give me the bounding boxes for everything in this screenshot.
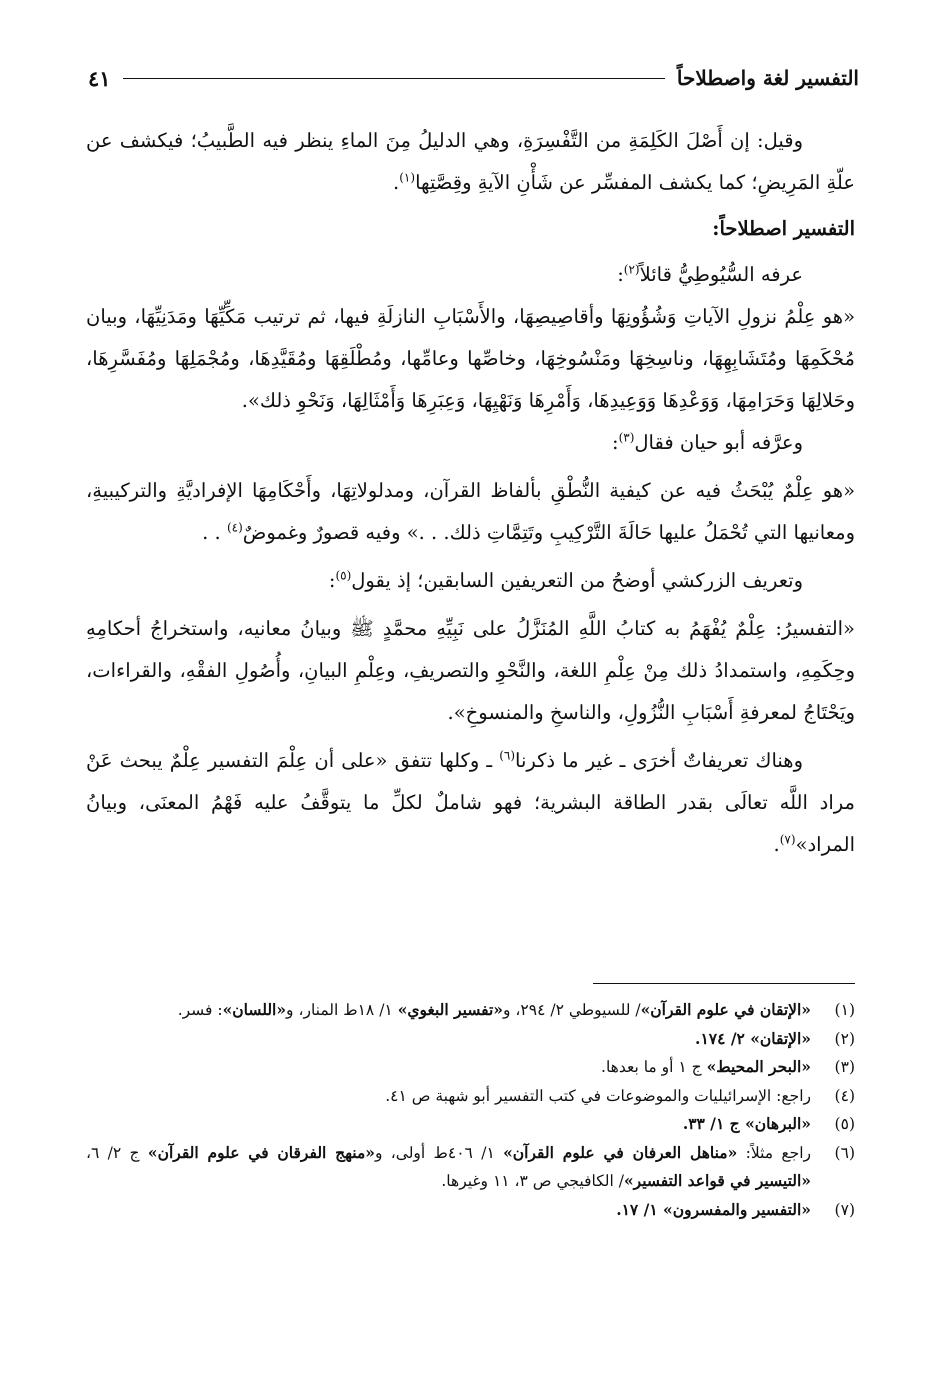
footnote-item bbox=[86, 1053, 855, 1082]
page-number: ٤١ bbox=[88, 65, 111, 91]
footnote-text-run: ١/ ٤٠٦ط أولى، و bbox=[374, 1143, 504, 1162]
paragraph-3: وعرَّفه أبو حيان فقال$^{(٣)}$: bbox=[611, 430, 803, 454]
quote-zarkashi: «التفسيرُ: عِلْمٌ يُفْهَمُ به كتابُ اللَّهِ المُنَزَّلُ على نَبِيِّهِ محمَّدٍ ﷺ وبيانُ معانيه، واستخراجُ أحكامِهِ وحِكَمِهِ، واستمدادُ ذلك مِنْ عِلْمِ اللغة، والنَّحْوِ والتصريفِ، وعِلْمِ البيانِ، وأُصُولِ الفقْهِ، والقراءات، ويَحْتَاجُ لمعرفةِ أَسْبَابِ النُّزُولِ، والناسخِ والمنسوخِ». bbox=[86, 617, 855, 724]
footnote-item bbox=[86, 996, 855, 1025]
footnote-text bbox=[86, 1053, 811, 1082]
footnote-text bbox=[86, 1082, 811, 1111]
footnote-number: (٧) bbox=[834, 1200, 855, 1219]
footnote-source-title: «مناهل العرفان في علوم القرآن» bbox=[503, 1142, 738, 1162]
footnote-text-run: ج ١ أو ما بعدها. bbox=[601, 1058, 707, 1076]
footnote-number: (٢) bbox=[834, 1029, 855, 1048]
header-title: التفسير لغة واصطلاحاً bbox=[676, 66, 859, 90]
footnote-number: (١) bbox=[834, 1001, 855, 1019]
footnote-number: (٤) bbox=[834, 1086, 855, 1105]
header-rule bbox=[123, 78, 665, 79]
footnote-ref: (٦) bbox=[499, 748, 516, 763]
paragraph-5: وهناك تعريفاتٌ أخرَى ـ غير ما ذكرنا$^{(٦)}$ ـ وكلها تتفق «على أن عِلْمَ التفسير عِلْمٌ يبحث عَنْ مراد اللَّه تعالَى بقدر الطاقة البشرية؛ فهو شاملٌ لكلِّ ما يتوقَّفُ عليه فَهْمُ المعنَى، وبيانُ المراد»$^{(٧)}$. bbox=[86, 748, 855, 856]
footnote-text-run: / الكافيجي ص ٣، ١١ وغيرها. bbox=[441, 1172, 624, 1190]
footnote-number: (٣) bbox=[834, 1058, 855, 1076]
running-header bbox=[88, 60, 859, 96]
footnote-source-title: «اللسان» bbox=[222, 1000, 287, 1019]
footnote-item bbox=[86, 1110, 855, 1139]
paragraph-4: وتعريف الزركشي أوضحُ من التعريفين السابقين؛ إذ يقول$^{(٥)}$: bbox=[328, 568, 803, 592]
footnote-ref: (٢) bbox=[623, 262, 640, 277]
quote-suyuti: «هو عِلْمُ نزولِ الآياتِ وَشُؤُونِهَا وأقاصِيصِهَا، والأَسْبَابِ النازلَةِ فيها، ثم ترتيب مَكِّيِّهَا ومَدَنِيِّهَا، وبيان مُحْكَمِهَا ومُتَشَابِهِهَا، وناسِخِهَا ومَنْسُوخِهَا، وخاصِّها وعامِّها، ومُطْلَقِهَا ومُقَيَّدِهَا، ومُجْمَلِهَا ومُفَسَّرِهَا، وحَلالِهَا وَحَرَامِهَا، وَوَعْدِهَا وَوَعِيدِهَا، وَأَمْرِهَا وَنَهْيِهَا، وَعِبَرِهَا وَأَمْثَالِهَا، وَنَحْوِ ذلك». bbox=[86, 305, 855, 412]
footnote-text-run: راجع مثلاً: bbox=[737, 1143, 812, 1162]
section-heading: التفسير اصطلاحاً: bbox=[712, 217, 855, 240]
footnote-text-run: ج ٢/ ٦، bbox=[86, 1143, 148, 1162]
paragraph-1: وقيل: إن أَصْلَ الكَلِمَةِ من التَّفْسِرَةِ، وهي الدليلُ مِنَ الماءِ ينظر فيه الطَّبيبُ؛ فيكشف عن علّةِ المَرِيضِ؛ كما يكشف المفسِّر عن شَأْنِ الآيةِ وقِصَّتِها$^{(١)}$. bbox=[86, 129, 855, 194]
footnote-ref: (٣) bbox=[618, 430, 635, 445]
footnote-text bbox=[86, 1139, 811, 1196]
footnote-source-title: «التيسير في قواعد التفسير» bbox=[623, 1171, 811, 1190]
footnote-number: (٥) bbox=[834, 1115, 855, 1133]
footnote-text bbox=[86, 1110, 811, 1139]
footnote-number: (٦) bbox=[834, 1143, 855, 1162]
footnote-text-run: راجع: الإسرائيليات والموضوعات في كتب التفسير أبو شهبة ص ٤١. bbox=[385, 1086, 811, 1105]
footnote-source-title: «الإتقان في علوم القرآن» bbox=[640, 1000, 811, 1019]
footnote-source-title: «البحر المحيط» bbox=[706, 1057, 811, 1076]
footnote-source-title: «منهج الفرقان في علوم القرآن» bbox=[147, 1142, 375, 1162]
footnote-text bbox=[86, 1196, 811, 1225]
footnote-text bbox=[86, 996, 811, 1025]
footnotes bbox=[86, 996, 855, 1224]
footnote-item bbox=[86, 1139, 855, 1196]
footnote-item bbox=[86, 1025, 855, 1054]
footnote-separator bbox=[593, 983, 855, 984]
footnote-source-title: «تفسير البغوي» bbox=[397, 1000, 503, 1019]
quote-abu-hayyan: «هو عِلْمٌ يُبْحَثُ فيه عن كيفية النُّطْقِ بألفاظ القرآن، ومدلولاتِهَا، وأَحْكَامِهَا الإفراديَّةِ والتركيبيةِ، ومعانيها التي تُحْمَلُ عليها حَالَةَ التَّرْكِيبِ وتَتِمَّاتِ ذلك. . .» وفيه قصورٌ وغموضٌ$^{(٤)}$ . . bbox=[86, 479, 855, 544]
footnote-source-title: «البرهان» ج ١/ ٣٣. bbox=[682, 1114, 811, 1133]
footnote-item bbox=[86, 1082, 855, 1111]
main-text bbox=[86, 120, 855, 866]
footnote-ref: (٧) bbox=[779, 832, 796, 847]
footnote-text-run: / للسيوطي ٢/ ٢٩٤، و bbox=[503, 1001, 641, 1019]
footnote-ref: (٤) bbox=[226, 520, 243, 535]
footnote-item bbox=[86, 1196, 855, 1225]
footnote-ref: (١) bbox=[399, 170, 416, 185]
footnote-ref: (٥) bbox=[335, 568, 352, 583]
footnote-source-title: «التفسير والمفسرون» ١/ ١٧. bbox=[616, 1199, 811, 1219]
paragraph-2: عرفه السُّيُوطِيُّ قائلاً$^{(٢)}$: bbox=[617, 262, 803, 286]
footnote-text-run: ١/ ١٨ط المنار، و bbox=[286, 1001, 398, 1019]
footnote-text bbox=[86, 1025, 811, 1054]
footnote-text-run: : فسر. bbox=[177, 1001, 223, 1019]
footnote-source-title: «الإتقان» ٢/ ١٧٤. bbox=[695, 1028, 811, 1048]
